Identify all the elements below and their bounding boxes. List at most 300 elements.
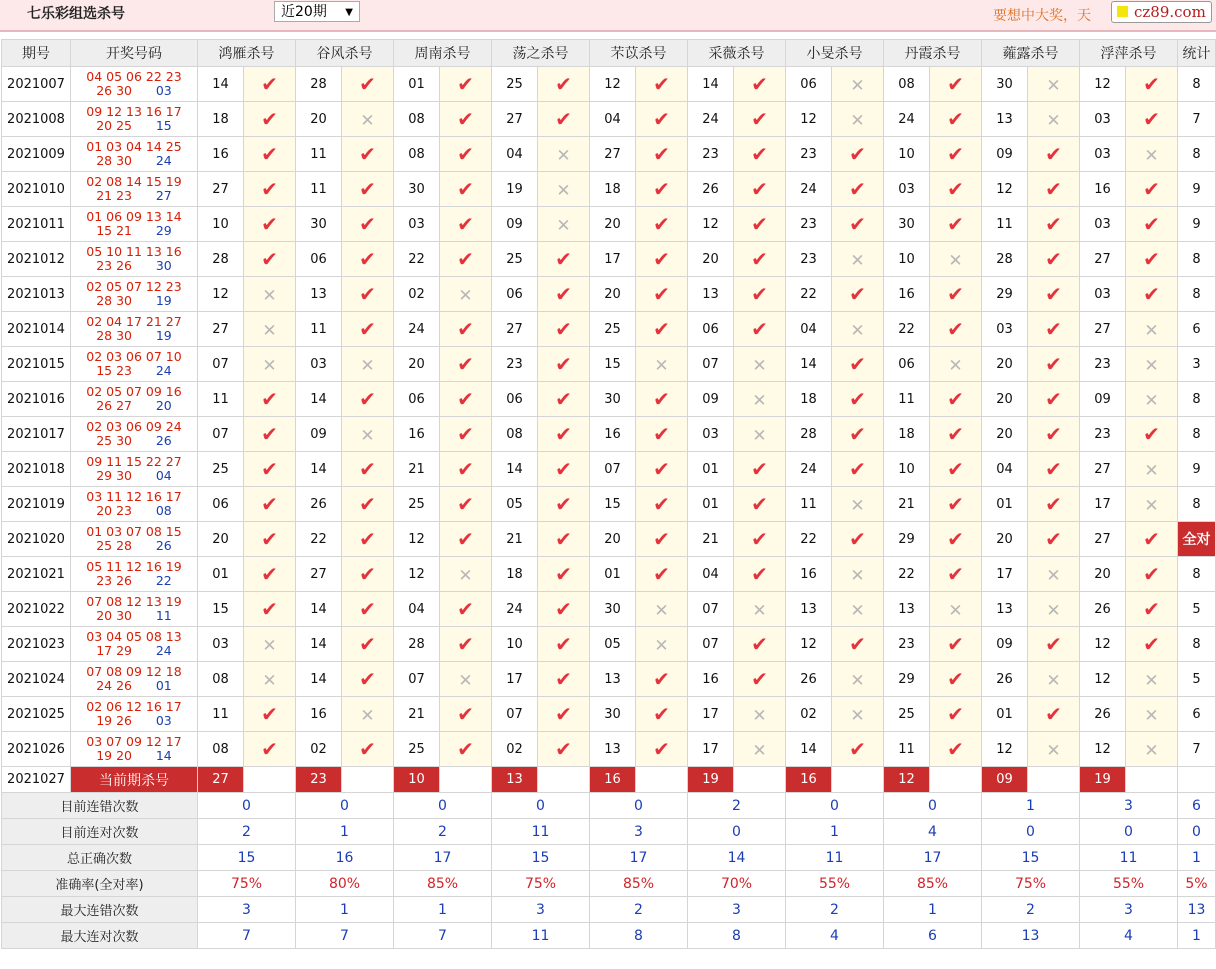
kill-number-cell: 10 (492, 627, 538, 662)
table-row (2, 592, 1216, 627)
kill-number-cell: 26 (688, 172, 734, 207)
check-icon: ✔ (555, 527, 572, 551)
result-mark-cell (538, 452, 590, 487)
draw-line2 (71, 539, 197, 553)
draw-line2-numbers: 25 30 (96, 433, 133, 448)
kill-number-cell: 21 (394, 697, 440, 732)
summary-value: 1 (394, 897, 492, 923)
result-mark-cell (244, 627, 296, 662)
kill-number-cell: 07 (590, 452, 636, 487)
draw-line2 (71, 259, 197, 273)
draw-line2-numbers: 28 30 (96, 293, 133, 308)
kill-number-cell: 10 (884, 452, 930, 487)
kill-number-cell: 14 (296, 592, 342, 627)
result-mark-cell (930, 207, 982, 242)
draw-line2-numbers: 28 30 (96, 153, 133, 168)
stat-cell: 8 (1178, 627, 1216, 662)
header-method: 小旻杀号 (786, 40, 884, 67)
result-mark-cell (734, 522, 786, 557)
check-icon: ✔ (555, 387, 572, 411)
check-icon: ✔ (653, 317, 670, 341)
result-mark-cell (930, 277, 982, 312)
check-icon: ✔ (457, 247, 474, 271)
result-mark-cell (342, 487, 394, 522)
period-cell: 2021022 (2, 592, 71, 627)
result-mark-cell (244, 312, 296, 347)
kill-number-cell: 27 (198, 172, 244, 207)
kill-number-cell: 20 (198, 522, 244, 557)
check-icon: ✔ (457, 527, 474, 551)
summary-value: 11 (786, 845, 884, 871)
result-mark-cell (440, 417, 492, 452)
draw-line2 (71, 154, 197, 168)
check-icon: ✔ (751, 107, 768, 131)
summary-value: 85% (884, 871, 982, 897)
result-mark-cell (1126, 557, 1178, 592)
result-mark-cell (342, 277, 394, 312)
result-mark-cell (734, 627, 786, 662)
check-icon: ✔ (1143, 282, 1160, 306)
check-icon: ✔ (457, 457, 474, 481)
kill-number-cell: 22 (786, 277, 832, 312)
table-row (2, 417, 1216, 452)
brand-name: cz89.com (1134, 3, 1206, 21)
cross-icon: ✕ (1046, 601, 1061, 621)
special-number: 15 (155, 118, 172, 133)
period-cell: 2021014 (2, 312, 71, 347)
current-kill-number: 19 (1080, 767, 1126, 793)
summary-value: 75% (982, 871, 1080, 897)
kill-number-cell: 16 (786, 557, 832, 592)
draw-line1: 03 04 05 08 13 (86, 629, 182, 644)
special-number: 30 (155, 258, 172, 273)
result-mark-cell (930, 242, 982, 277)
kill-number-cell: 24 (688, 102, 734, 137)
table-row (2, 277, 1216, 312)
draw-numbers-cell (71, 277, 198, 312)
kill-number-cell: 17 (1080, 487, 1126, 522)
result-mark-cell (440, 207, 492, 242)
result-mark-cell (1028, 347, 1080, 382)
cross-icon: ✕ (360, 356, 375, 376)
period-cell: 2021007 (2, 67, 71, 102)
summary-value: 55% (786, 871, 884, 897)
header-method: 谷风杀号 (296, 40, 394, 67)
summary-value: 3 (492, 897, 590, 923)
draw-line2-numbers: 15 23 (96, 363, 133, 378)
summary-value: 2 (590, 897, 688, 923)
stat-cell: 5 (1178, 592, 1216, 627)
result-mark-cell (244, 137, 296, 172)
check-icon: ✔ (457, 212, 474, 236)
period-cell: 2021012 (2, 242, 71, 277)
kill-number-cell: 01 (198, 557, 244, 592)
period-cell: 2021025 (2, 697, 71, 732)
summary-row (2, 897, 1216, 923)
result-mark-cell (538, 417, 590, 452)
result-mark-cell (1028, 207, 1080, 242)
check-icon: ✔ (751, 527, 768, 551)
check-icon: ✔ (555, 597, 572, 621)
kill-number-cell: 16 (688, 662, 734, 697)
period-cell: 2021009 (2, 137, 71, 172)
kill-number-cell: 01 (982, 487, 1028, 522)
draw-line2 (71, 189, 197, 203)
kill-number-cell: 28 (394, 627, 440, 662)
special-number: 26 (155, 538, 172, 553)
result-mark-cell (832, 382, 884, 417)
kill-number-cell: 08 (198, 662, 244, 697)
check-icon: ✔ (947, 317, 964, 341)
current-empty-cell (636, 767, 688, 793)
special-number: 03 (155, 83, 172, 98)
result-mark-cell (930, 102, 982, 137)
check-icon: ✔ (555, 667, 572, 691)
kill-number-cell: 25 (590, 312, 636, 347)
draw-line2 (71, 714, 197, 728)
check-icon: ✔ (1143, 72, 1160, 96)
result-mark-cell (734, 732, 786, 767)
summary-value: 14 (688, 845, 786, 871)
kill-number-cell: 30 (296, 207, 342, 242)
kill-number-cell: 27 (198, 312, 244, 347)
result-mark-cell (440, 312, 492, 347)
kill-number-cell: 13 (884, 592, 930, 627)
cross-icon: ✕ (752, 391, 767, 411)
result-mark-cell (342, 592, 394, 627)
kill-number-cell: 22 (884, 557, 930, 592)
special-number: 14 (155, 748, 172, 763)
check-icon: ✔ (359, 562, 376, 586)
kill-number-cell: 03 (688, 417, 734, 452)
draw-numbers-cell (71, 697, 198, 732)
check-icon: ✔ (653, 72, 670, 96)
result-mark-cell (734, 102, 786, 137)
check-icon: ✔ (359, 142, 376, 166)
special-number: 20 (155, 398, 172, 413)
draw-line2 (71, 644, 197, 658)
draw-numbers-cell (71, 137, 198, 172)
result-mark-cell (1126, 452, 1178, 487)
check-icon: ✔ (947, 737, 964, 761)
period-cell: 2021013 (2, 277, 71, 312)
result-mark-cell (538, 522, 590, 557)
result-mark-cell (734, 662, 786, 697)
summary-value: 75% (198, 871, 296, 897)
period-cell: 2021010 (2, 172, 71, 207)
draw-line1: 02 04 17 21 27 (86, 314, 182, 329)
result-mark-cell (1028, 522, 1080, 557)
current-period-cell: 2021027 (2, 767, 71, 793)
kill-number-cell: 27 (492, 102, 538, 137)
result-mark-cell (244, 557, 296, 592)
kill-number-cell: 06 (884, 347, 930, 382)
draw-line2-numbers: 19 20 (96, 748, 133, 763)
current-kill-number: 10 (394, 767, 440, 793)
kill-number-cell: 03 (394, 207, 440, 242)
summary-value: 11 (1080, 845, 1178, 871)
kill-number-cell: 14 (198, 67, 244, 102)
result-mark-cell (1126, 417, 1178, 452)
check-icon: ✔ (261, 457, 278, 481)
kill-number-cell: 07 (688, 627, 734, 662)
result-mark-cell (636, 242, 688, 277)
draw-line1: 07 08 09 12 18 (86, 664, 182, 679)
kill-number-cell: 22 (394, 242, 440, 277)
current-kill-number: 27 (198, 767, 244, 793)
kill-number-cell: 06 (394, 382, 440, 417)
result-mark-cell (832, 557, 884, 592)
result-mark-cell (636, 102, 688, 137)
draw-line2 (71, 434, 197, 448)
result-mark-cell (244, 207, 296, 242)
summary-value: 85% (590, 871, 688, 897)
result-mark-cell (1126, 592, 1178, 627)
check-icon: ✔ (751, 212, 768, 236)
stat-cell: 9 (1178, 207, 1216, 242)
summary-row (2, 819, 1216, 845)
stat-cell: 8 (1178, 487, 1216, 522)
stat-cell: 6 (1178, 697, 1216, 732)
special-number: 29 (155, 223, 172, 238)
period-cell: 2021015 (2, 347, 71, 382)
draw-line2-numbers: 23 26 (96, 573, 133, 588)
summary-value: 0 (982, 819, 1080, 845)
kill-number-cell: 06 (492, 382, 538, 417)
result-mark-cell (636, 557, 688, 592)
kill-number-cell: 06 (198, 487, 244, 522)
draw-line1: 07 08 12 13 19 (86, 594, 182, 609)
table-row (2, 137, 1216, 172)
check-icon: ✔ (849, 352, 866, 376)
kill-number-cell: 25 (394, 487, 440, 522)
kill-number-cell: 06 (786, 67, 832, 102)
kill-number-cell: 07 (198, 417, 244, 452)
cross-icon: ✕ (360, 426, 375, 446)
result-mark-cell (734, 417, 786, 452)
kill-number-cell: 29 (982, 277, 1028, 312)
current-kill-label: 当前期杀号 (71, 767, 198, 793)
draw-line2 (71, 84, 197, 98)
check-icon: ✔ (261, 492, 278, 516)
result-mark-cell (930, 347, 982, 382)
period-cell: 2021021 (2, 557, 71, 592)
check-icon: ✔ (947, 107, 964, 131)
stat-cell: 3 (1178, 347, 1216, 382)
cross-icon: ✕ (850, 76, 865, 96)
kill-number-cell: 05 (492, 487, 538, 522)
kill-number-cell: 28 (198, 242, 244, 277)
check-icon: ✔ (555, 737, 572, 761)
current-empty-cell (1126, 767, 1178, 793)
kill-number-cell: 26 (296, 487, 342, 522)
table-row (2, 452, 1216, 487)
check-icon: ✔ (653, 142, 670, 166)
kill-number-cell: 08 (492, 417, 538, 452)
result-mark-cell (342, 382, 394, 417)
check-icon: ✔ (1143, 527, 1160, 551)
table-row (2, 732, 1216, 767)
result-mark-cell (538, 312, 590, 347)
kill-number-cell: 07 (394, 662, 440, 697)
kill-number-cell: 25 (492, 67, 538, 102)
period-cell: 2021020 (2, 522, 71, 557)
summary-value: 15 (492, 845, 590, 871)
result-mark-cell (244, 67, 296, 102)
summary-value: 7 (394, 923, 492, 949)
check-icon: ✔ (653, 422, 670, 446)
kill-number-cell: 02 (296, 732, 342, 767)
current-empty-cell (734, 767, 786, 793)
table-row (2, 522, 1216, 557)
result-mark-cell (832, 242, 884, 277)
check-icon: ✔ (1045, 317, 1062, 341)
table-row (2, 207, 1216, 242)
period-cell: 2021008 (2, 102, 71, 137)
draw-line2 (71, 224, 197, 238)
result-mark-cell (342, 697, 394, 732)
result-mark-cell (636, 487, 688, 522)
result-mark-cell (832, 312, 884, 347)
draw-line2 (71, 399, 197, 413)
result-mark-cell (636, 452, 688, 487)
summary-row (2, 923, 1216, 949)
kill-number-cell: 09 (982, 627, 1028, 662)
result-mark-cell (1126, 487, 1178, 522)
result-mark-cell (636, 312, 688, 347)
check-icon: ✔ (555, 457, 572, 481)
result-mark-cell (832, 452, 884, 487)
kill-number-cell: 29 (884, 522, 930, 557)
summary-value: 2 (688, 793, 786, 819)
draw-numbers-cell (71, 627, 198, 662)
result-mark-cell (538, 242, 590, 277)
table-row (2, 347, 1216, 382)
special-number: 04 (155, 468, 172, 483)
brand-logo[interactable] (1111, 1, 1212, 23)
kill-number-cell: 08 (884, 67, 930, 102)
summary-stat: 13 (1178, 897, 1216, 923)
cross-icon: ✕ (1046, 76, 1061, 96)
result-mark-cell (734, 452, 786, 487)
result-mark-cell (440, 172, 492, 207)
check-icon: ✔ (457, 352, 474, 376)
summary-value: 11 (492, 819, 590, 845)
result-mark-cell (440, 137, 492, 172)
kill-number-cell: 18 (884, 417, 930, 452)
check-icon: ✔ (653, 702, 670, 726)
cross-icon: ✕ (850, 496, 865, 516)
result-mark-cell (538, 172, 590, 207)
kill-number-cell: 11 (296, 312, 342, 347)
draw-numbers-cell (71, 172, 198, 207)
kill-number-cell: 14 (688, 67, 734, 102)
cross-icon: ✕ (1144, 741, 1159, 761)
kill-number-cell: 07 (198, 347, 244, 382)
current-kill-number: 16 (590, 767, 636, 793)
table-row (2, 242, 1216, 277)
kill-number-cell: 12 (982, 732, 1028, 767)
check-icon: ✔ (457, 737, 474, 761)
result-mark-cell (636, 137, 688, 172)
result-mark-cell (734, 312, 786, 347)
kill-number-cell: 26 (1080, 592, 1126, 627)
header-period: 期号 (2, 40, 71, 67)
check-icon: ✔ (947, 177, 964, 201)
current-empty-cell (832, 767, 884, 793)
stat-cell: 5 (1178, 662, 1216, 697)
cross-icon: ✕ (850, 111, 865, 131)
result-mark-cell (538, 487, 590, 522)
kill-number-cell: 23 (786, 242, 832, 277)
summary-label: 最大连对次数 (2, 923, 198, 949)
kill-number-cell: 09 (296, 417, 342, 452)
draw-numbers-cell (71, 207, 198, 242)
check-icon: ✔ (751, 562, 768, 586)
result-mark-cell (538, 662, 590, 697)
kill-number-cell: 30 (590, 382, 636, 417)
result-mark-cell (930, 592, 982, 627)
check-icon: ✔ (1143, 212, 1160, 236)
check-icon: ✔ (1045, 142, 1062, 166)
summary-value: 3 (198, 897, 296, 923)
result-mark-cell (636, 522, 688, 557)
cross-icon: ✕ (262, 286, 277, 306)
check-icon: ✔ (261, 177, 278, 201)
result-mark-cell (636, 627, 688, 662)
period-range-select[interactable] (274, 1, 360, 22)
draw-line2 (71, 609, 197, 623)
cross-icon: ✕ (752, 356, 767, 376)
result-mark-cell (244, 452, 296, 487)
top-bar (0, 0, 1216, 32)
kill-number-cell: 11 (198, 382, 244, 417)
period-cell: 2021023 (2, 627, 71, 662)
cross-icon: ✕ (752, 601, 767, 621)
kill-number-cell: 28 (296, 67, 342, 102)
kill-number-cell: 29 (884, 662, 930, 697)
result-mark-cell (636, 67, 688, 102)
kill-number-cell: 11 (198, 697, 244, 732)
cross-icon: ✕ (752, 741, 767, 761)
draw-line2 (71, 749, 197, 763)
summary-value: 2 (786, 897, 884, 923)
result-mark-cell (244, 347, 296, 382)
period-cell: 2021017 (2, 417, 71, 452)
check-icon: ✔ (849, 422, 866, 446)
result-mark-cell (1126, 312, 1178, 347)
draw-numbers-cell (71, 557, 198, 592)
cross-icon: ✕ (458, 286, 473, 306)
result-mark-cell (1028, 732, 1080, 767)
kill-number-cell: 11 (296, 172, 342, 207)
current-empty-cell (1028, 767, 1080, 793)
draw-line2-numbers: 26 27 (96, 398, 133, 413)
kill-number-cell: 14 (296, 627, 342, 662)
check-icon: ✔ (261, 142, 278, 166)
kill-number-cell: 06 (688, 312, 734, 347)
result-mark-cell (538, 137, 590, 172)
result-mark-cell (930, 487, 982, 522)
kill-number-cell: 26 (786, 662, 832, 697)
kill-number-cell: 27 (1080, 452, 1126, 487)
special-number: 08 (155, 503, 172, 518)
cross-icon: ✕ (654, 601, 669, 621)
result-mark-cell (636, 592, 688, 627)
special-number: 01 (155, 678, 172, 693)
period-cell: 2021019 (2, 487, 71, 522)
summary-row (2, 793, 1216, 819)
